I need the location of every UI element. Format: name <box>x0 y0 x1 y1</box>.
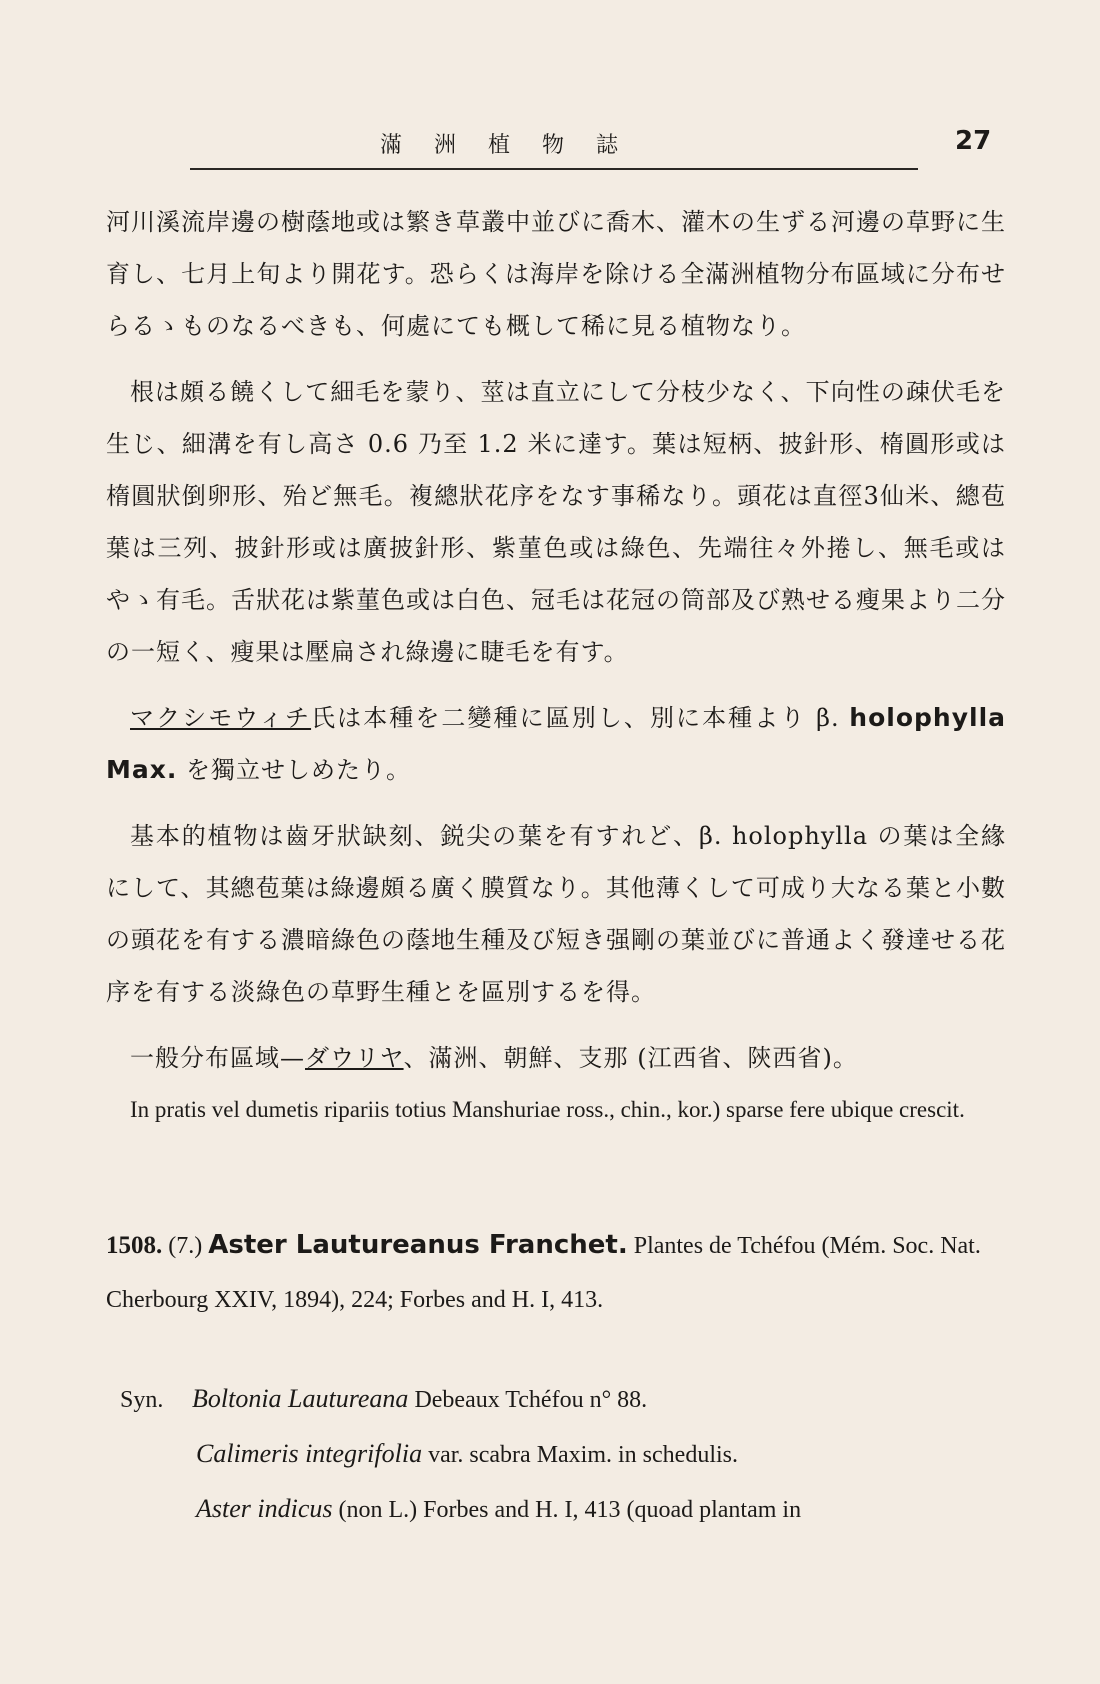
distribution-regions: 、滿洲、朝鮮、支那 (江西省、陝西省)。 <box>403 1044 858 1072</box>
author-name-katakana: マクシモウィチ <box>130 704 312 732</box>
paragraph-distribution <box>106 1032 1006 1084</box>
distribution-label: 一般分布區域— <box>130 1044 305 1072</box>
species-citation: Plantes de Tchéfou (Mém. Soc. Nat. Cherbourg XXIV, 1894), 224; Forbes and H. I, 413. <box>106 1233 981 1313</box>
synonym-item <box>120 1427 1010 1482</box>
synonym-name: Boltonia Lautureana <box>192 1384 409 1413</box>
paragraph-varieties-text: 氏は本種を二變種に區別し、別に本種より β. <box>311 704 850 732</box>
header-rule <box>190 168 918 170</box>
distribution-dauria: ダウリヤ <box>305 1044 404 1072</box>
latin-distribution: In pratis vel dumetis ripariis totius Manshuriae ross., chin., kor.) sparse fere ubique crescit. <box>130 1097 965 1122</box>
paragraph-comparison: 基本的植物は齒牙狀缺刻、鋭尖の葉を有すれど、β. holophylla の葉は全緣にして、其總苞葉は綠邊頗る廣く膜質なり。其他薄くして可成り大なる葉と小數の頭花を有する濃暗綠色の蔭地生種及び短き强剛の葉並びに普通よく發達せる花序を有する淡綠色の草野生種とを區別するを得。 <box>106 822 1006 1006</box>
species-subnumber: (7.) <box>168 1233 203 1259</box>
species-number: 1508. <box>106 1232 163 1259</box>
synonym-item <box>120 1372 1010 1427</box>
main-text <box>106 196 1006 1136</box>
paragraph-varieties-end: を獨立せしめたり。 <box>177 756 412 784</box>
synonym-item <box>120 1482 1010 1537</box>
synonym-name: Aster indicus <box>196 1494 333 1523</box>
page-number: 27 <box>955 126 992 156</box>
synonym-authority: Debeaux Tchéfou n° 88. <box>408 1387 648 1413</box>
species-entry <box>106 1218 1006 1327</box>
paragraph-habitat: 河川溪流岸邊の樹蔭地或は繁き草叢中並びに喬木、灌木の生ずる河邊の草野に生育し、七月上旬より開花す。恐らくは海岸を除ける全滿洲植物分布區域に分布せらるゝものなるべきも、何處にても概して稀に見る植物なり。 <box>106 208 1006 340</box>
synonym-authority: (non L.) Forbes and H. I, 413 (quoad plantam in <box>332 1497 802 1523</box>
synonym-authority: var. scabra Maxim. in schedulis. <box>422 1442 739 1468</box>
paragraph-description: 根は頗る饒くして細毛を蒙り、莖は直立にして分枝少なく、下向性の疎伏毛を生じ、細溝を有し高さ 0.6 乃至 1.2 米に達す。葉は短柄、披針形、楕圓形或は楕圓狀倒卵形、殆ど無毛。複總狀花序をなす事稀なり。頭花は直徑3仙米、總苞葉は三列、披針形或は廣披針形、紫菫色或は綠色、先端往々外捲し、無毛或はやゝ有毛。舌狀花は紫菫色或は白色、冠毛は花冠の筒部及び熟せる瘦果より二分の一短く、瘦果は壓扁され綠邊に睫毛を有す。 <box>106 378 1006 666</box>
synonym-label: Syn. <box>120 1387 164 1413</box>
variety-name: holophylla Max. <box>106 703 1007 784</box>
species-name: Aster Lautureanus Franchet. <box>208 1230 628 1260</box>
synonym-list <box>120 1372 1010 1537</box>
synonym-name: Calimeris integrifolia <box>196 1439 423 1468</box>
paragraph-varieties <box>106 692 1006 796</box>
running-header-title: 滿洲植物誌 <box>380 133 651 158</box>
